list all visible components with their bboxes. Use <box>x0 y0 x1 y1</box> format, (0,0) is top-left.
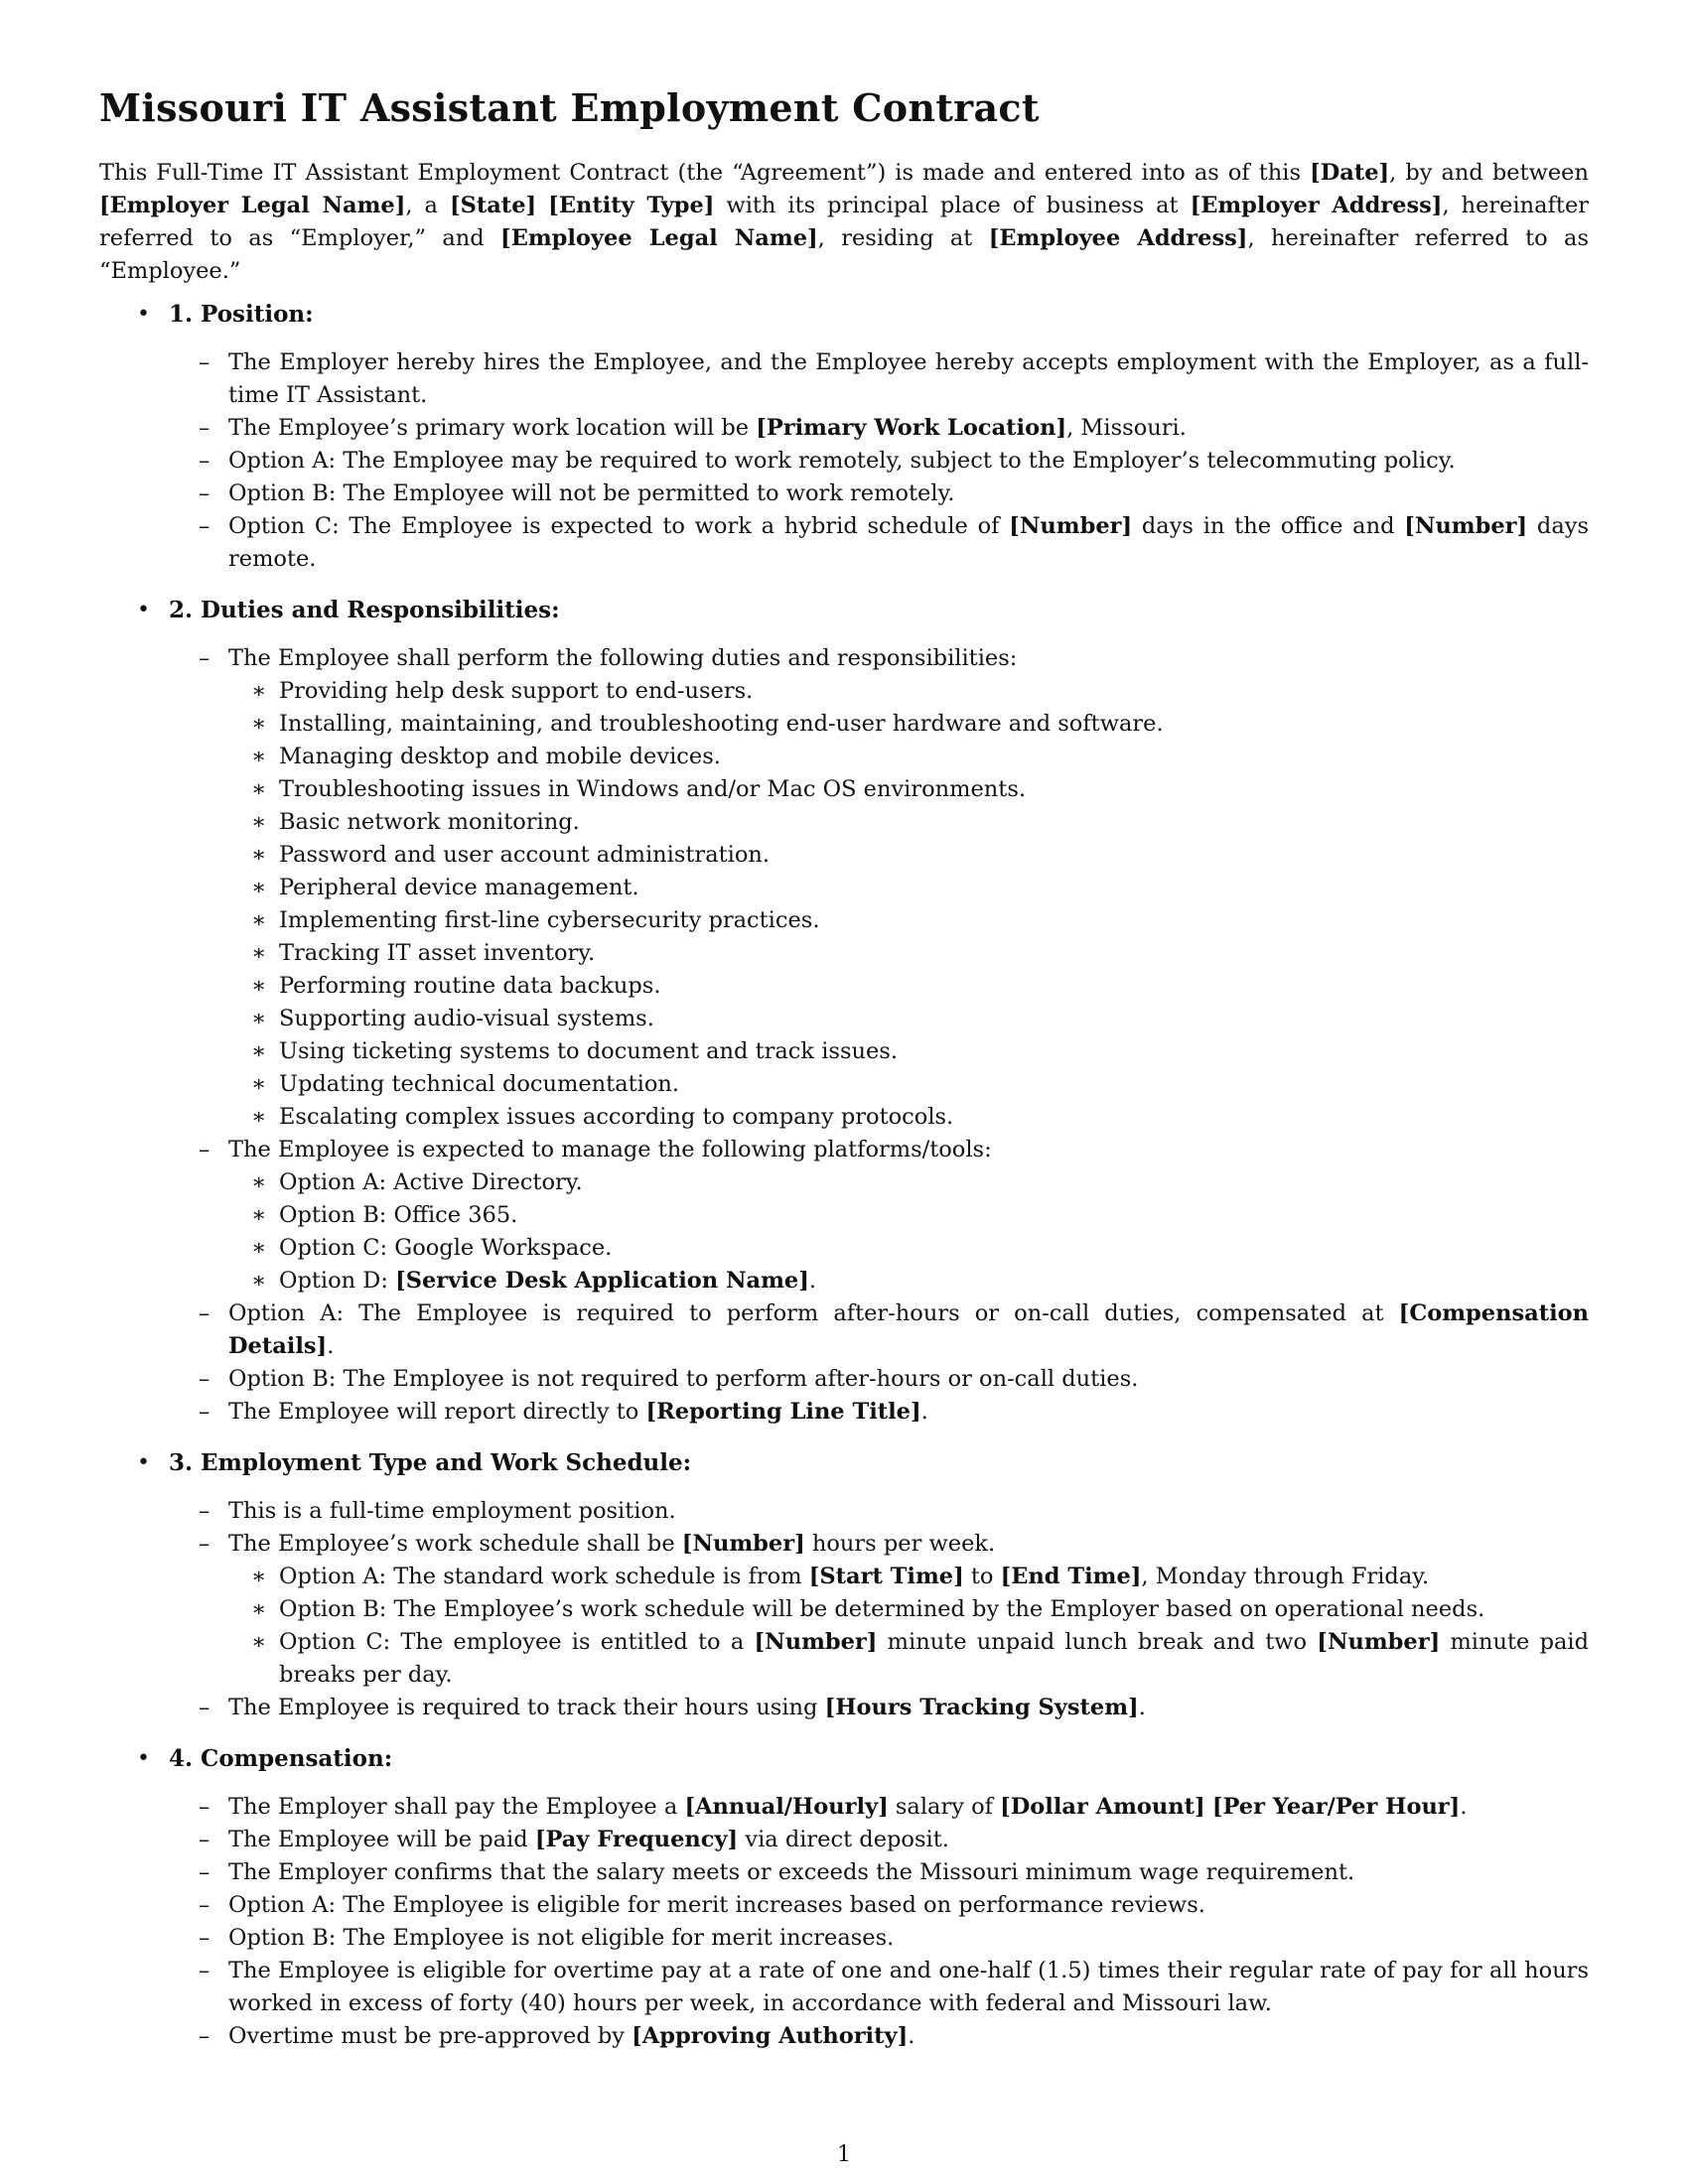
placeholder-field: [Approving Authority] <box>632 2022 909 2049</box>
placeholder-field: [Service Desk Application Name] <box>395 1267 809 1294</box>
text-segment: The Employee will be paid <box>228 1826 535 1852</box>
text-segment: Option B: The Employee’s work schedule will be determined by the Employer based on operational needs. <box>279 1595 1485 1622</box>
sub-clause-text <box>279 744 721 769</box>
sub-clause-text <box>279 1629 1589 1688</box>
bullet-icon: • <box>137 1449 150 1475</box>
text-segment: via direct deposit. <box>738 1826 949 1852</box>
placeholder-field: [Employee Address] <box>988 224 1248 251</box>
asterisk-bullet-icon: ∗ <box>251 972 267 999</box>
clause-text <box>228 415 1187 441</box>
text-segment <box>1205 1794 1212 1820</box>
clause-text <box>228 1859 1354 1885</box>
sub-clause-text <box>279 809 580 835</box>
sub-clause-text <box>279 776 1026 802</box>
text-segment: , by and between <box>1389 159 1589 186</box>
section-4 <box>99 1742 1589 2053</box>
text-segment: Overtime must be pre-approved by <box>228 2022 633 2049</box>
section-list <box>99 298 1589 2053</box>
asterisk-bullet-icon: ∗ <box>251 906 267 933</box>
sub-clause-item <box>228 904 1589 937</box>
asterisk-bullet-icon: ∗ <box>251 775 267 802</box>
dash-bullet-icon: – <box>199 1694 211 1720</box>
clause-item <box>169 1955 1589 2020</box>
placeholder-field: [Employer Legal Name] <box>99 192 406 218</box>
text-segment: Troubleshooting issues in Windows and/or Mac OS environments. <box>279 775 1027 802</box>
asterisk-bullet-icon: ∗ <box>251 1595 267 1622</box>
text-segment: . <box>327 1332 335 1359</box>
clause-text <box>228 2023 914 2049</box>
text-segment: . <box>808 1267 817 1294</box>
dash-bullet-icon: – <box>199 447 211 474</box>
intro-paragraph <box>99 157 1589 288</box>
bullet-icon: • <box>137 1745 150 1771</box>
placeholder-field: [Annual/Hourly] <box>684 1793 889 1820</box>
text-segment: , Missouri. <box>1066 414 1187 441</box>
text-segment: The Employer shall pay the Employee a <box>228 1793 685 1820</box>
text-segment: The Employee will report directly to <box>228 1398 646 1425</box>
text-segment: to <box>963 1563 1001 1589</box>
text-segment: hours per week. <box>804 1530 996 1557</box>
clause-text <box>228 1794 1467 1820</box>
placeholder-field: [Start Time] <box>808 1563 964 1589</box>
text-segment: Password and user account administration. <box>279 841 771 868</box>
sub-clause-text <box>279 973 660 999</box>
dash-bullet-icon: – <box>199 1924 211 1951</box>
asterisk-bullet-icon: ∗ <box>251 841 267 868</box>
sub-clause-item <box>228 741 1589 773</box>
dash-bullet-icon: – <box>199 2022 211 2049</box>
text-segment: The Employer confirms that the salary meets or exceeds the Missouri minimum wage requirement. <box>228 1858 1355 1885</box>
asterisk-bullet-icon: ∗ <box>251 1168 267 1195</box>
sub-clause-item <box>228 1232 1589 1265</box>
sub-clause-item <box>228 1101 1589 1134</box>
clause-text <box>228 448 1456 474</box>
sub-clause-item <box>228 708 1589 741</box>
clause-item <box>169 1791 1589 1824</box>
sub-clause-text <box>279 1268 816 1294</box>
asterisk-bullet-icon: ∗ <box>251 1234 267 1261</box>
sub-clause-item <box>228 1561 1589 1593</box>
clause-item <box>169 445 1589 478</box>
sub-clause-text <box>279 1564 1429 1589</box>
text-segment: , hereinafter referred to as “Employee.” <box>99 224 1590 284</box>
placeholder-field: [Per Year/Per Hour] <box>1211 1793 1461 1820</box>
asterisk-bullet-icon: ∗ <box>251 1267 267 1294</box>
clause-text <box>228 480 954 506</box>
text-segment: days remote. <box>228 512 1589 572</box>
sub-clause-text <box>279 1071 679 1097</box>
text-segment: Option A: The Employee is required to perform after-hours or on-call duties, compensated at <box>228 1299 1399 1326</box>
text-segment: Option C: Google Workspace. <box>279 1234 613 1261</box>
sub-clause-text <box>279 1104 953 1130</box>
clause-text <box>228 1925 894 1951</box>
clause-item <box>169 1889 1589 1922</box>
text-segment: Basic network monitoring. <box>279 808 580 835</box>
sub-clause-text <box>279 1202 517 1228</box>
dash-bullet-icon: – <box>199 1497 211 1524</box>
clause-item <box>169 1134 1589 1297</box>
placeholder-field: [Number] <box>681 1530 805 1557</box>
clause-item <box>169 412 1589 445</box>
dash-bullet-icon: – <box>199 348 211 375</box>
text-segment: The Employee’s work schedule shall be <box>228 1530 682 1557</box>
document-title: Missouri IT Assistant Employment Contract <box>99 85 1040 130</box>
placeholder-field: [Number] <box>1317 1628 1441 1655</box>
sub-clause-text <box>279 875 639 900</box>
clause-list <box>169 642 1589 1429</box>
dash-bullet-icon: – <box>199 414 211 441</box>
text-segment: . <box>920 1398 928 1425</box>
text-segment: Installing, maintaining, and troubleshooting end-user hardware and software. <box>279 710 1164 737</box>
clause-text <box>228 645 1017 671</box>
text-segment: . <box>1138 1694 1146 1720</box>
clause-list <box>169 1495 1589 1724</box>
placeholder-field: [Employer Address] <box>1190 192 1443 218</box>
text-segment: . <box>1460 1793 1468 1820</box>
text-segment: The Employee’s primary work location will be <box>228 414 757 441</box>
text-segment: Performing routine data backups. <box>279 972 661 999</box>
dash-bullet-icon: – <box>199 512 211 539</box>
asterisk-bullet-icon: ∗ <box>251 1103 267 1130</box>
section-title: 2. Duties and Responsibilities: <box>169 596 560 623</box>
sub-clause-item <box>228 1003 1589 1035</box>
sub-clause-item <box>228 970 1589 1003</box>
bullet-icon: • <box>137 301 150 327</box>
text-segment: Using ticketing systems to document and track issues. <box>279 1037 898 1064</box>
asterisk-bullet-icon: ∗ <box>251 1628 267 1655</box>
dash-bullet-icon: – <box>199 1957 211 1983</box>
dash-bullet-icon: – <box>199 1398 211 1425</box>
placeholder-field: [Compensation Details] <box>228 1299 1589 1359</box>
clause-item <box>169 478 1589 510</box>
sub-clause-list <box>228 675 1589 1134</box>
text-segment: Providing help desk support to end-users. <box>279 677 754 704</box>
clause-item <box>169 1692 1589 1724</box>
dash-bullet-icon: – <box>199 1136 211 1162</box>
text-segment: days in the office and <box>1132 512 1405 539</box>
asterisk-bullet-icon: ∗ <box>251 1070 267 1097</box>
sub-clause-text <box>279 1038 898 1064</box>
section-title: 3. Employment Type and Work Schedule: <box>169 1448 692 1476</box>
bullet-icon: • <box>137 597 150 622</box>
text-segment: with its principal place of business at <box>714 192 1191 218</box>
clause-item <box>169 1495 1589 1528</box>
placeholder-field: [Reporting Line Title] <box>645 1398 921 1425</box>
text-segment: This is a full-time employment position. <box>228 1497 676 1524</box>
clause-text <box>228 1695 1146 1720</box>
sub-clause-item <box>228 872 1589 904</box>
sub-clause-item <box>228 1166 1589 1199</box>
asterisk-bullet-icon: ∗ <box>251 1005 267 1031</box>
sub-clause-item <box>228 1265 1589 1297</box>
clause-item <box>169 346 1589 412</box>
sub-clause-item <box>228 1068 1589 1101</box>
asterisk-bullet-icon: ∗ <box>251 710 267 737</box>
sub-clause-item <box>228 1199 1589 1232</box>
text-segment: The Employee shall perform the following duties and responsibilities: <box>228 644 1018 671</box>
text-segment: This Full-Time IT Assistant Employment Contract (the “Agreement”) is made and entered into as of this <box>99 159 1311 186</box>
text-segment <box>536 193 548 218</box>
clause-item <box>169 2020 1589 2053</box>
text-segment: Managing desktop and mobile devices. <box>279 743 721 769</box>
text-segment: Updating technical documentation. <box>279 1070 680 1097</box>
sub-clause-item <box>228 1626 1589 1692</box>
dash-bullet-icon: – <box>199 1826 211 1852</box>
text-segment: Option A: The Employee may be required to work remotely, subject to the Employer’s telecommuting policy. <box>228 447 1456 474</box>
text-segment: Option A: Active Directory. <box>279 1168 583 1195</box>
dash-bullet-icon: – <box>199 1365 211 1392</box>
placeholder-field: [Pay Frequency] <box>534 1826 739 1852</box>
text-segment: , a <box>405 192 450 218</box>
sub-clause-item <box>228 773 1589 806</box>
clause-item <box>169 1528 1589 1692</box>
placeholder-field: [Entity Type] <box>548 192 715 218</box>
clause-text <box>228 1827 949 1852</box>
placeholder-field: [Employee Legal Name] <box>500 224 818 251</box>
placeholder-field: [Date] <box>1310 159 1390 186</box>
asterisk-bullet-icon: ∗ <box>251 743 267 769</box>
placeholder-field: [Primary Work Location] <box>756 414 1067 441</box>
sub-clause-text <box>279 907 820 933</box>
text-segment: The Employee is eligible for overtime pay at a rate of one and one-half (1.5) times their regular rate of pay for all hours worked in excess of forty (40) hours per week, in accordance with federal and Missouri law. <box>228 1957 1589 2016</box>
clause-text <box>228 1531 995 1557</box>
clause-list <box>169 1791 1589 2053</box>
sub-clause-text <box>279 1235 612 1261</box>
placeholder-field: [Number] <box>1404 512 1528 539</box>
dash-bullet-icon: – <box>199 1299 211 1326</box>
clause-item <box>169 642 1589 1134</box>
section-2 <box>99 594 1589 1429</box>
dash-bullet-icon: – <box>199 1891 211 1918</box>
text-segment: Peripheral device management. <box>279 874 639 900</box>
text-segment: Option C: The employee is entitled to a <box>279 1628 755 1655</box>
sub-clause-item <box>228 1035 1589 1068</box>
text-segment: Option A: The standard work schedule is from <box>279 1563 809 1589</box>
sub-clause-text <box>279 678 753 704</box>
clause-text <box>228 1366 1138 1392</box>
sub-clause-list <box>228 1166 1589 1297</box>
text-segment: , Monday through Friday. <box>1141 1563 1430 1589</box>
sub-clause-item <box>228 839 1589 872</box>
sub-clause-item <box>228 675 1589 708</box>
clause-item <box>169 1856 1589 1889</box>
sub-clause-list <box>228 1561 1589 1692</box>
text-segment: Option C: The Employee is expected to work a hybrid schedule of <box>228 512 1010 539</box>
sub-clause-text <box>279 940 595 966</box>
clause-item <box>169 1824 1589 1856</box>
placeholder-field: [Dollar Amount] <box>1000 1793 1205 1820</box>
dash-bullet-icon: – <box>199 479 211 506</box>
document-page <box>99 85 1589 2053</box>
text-segment: Option B: The Employee will not be permitted to work remotely. <box>228 479 955 506</box>
text-segment: Option D: <box>279 1267 396 1294</box>
clause-text <box>228 349 1589 408</box>
clause-text <box>228 1498 676 1524</box>
text-segment: Option B: Office 365. <box>279 1201 518 1228</box>
text-segment: Escalating complex issues according to company protocols. <box>279 1103 954 1130</box>
clause-item <box>169 1297 1589 1363</box>
dash-bullet-icon: – <box>199 1858 211 1885</box>
sub-clause-text <box>279 1006 654 1031</box>
sub-clause-text <box>279 1596 1484 1622</box>
section-3 <box>99 1446 1589 1724</box>
placeholder-field: [Hours Tracking System] <box>824 1694 1139 1720</box>
sub-clause-item <box>228 1593 1589 1626</box>
dash-bullet-icon: – <box>199 1793 211 1820</box>
text-segment: Option A: The Employee is eligible for merit increases based on performance reviews. <box>228 1891 1205 1918</box>
sub-clause-item <box>228 937 1589 970</box>
text-segment: Supporting audio-visual systems. <box>279 1005 654 1031</box>
asterisk-bullet-icon: ∗ <box>251 677 267 704</box>
text-segment: minute paid breaks per day. <box>279 1628 1589 1688</box>
clause-text <box>228 1958 1589 2016</box>
text-segment: Tracking IT asset inventory. <box>279 939 596 966</box>
placeholder-field: [Number] <box>754 1628 878 1655</box>
asterisk-bullet-icon: ∗ <box>251 808 267 835</box>
text-segment: The Employee is required to track their hours using <box>228 1694 825 1720</box>
sub-clause-text <box>279 1169 583 1195</box>
text-segment: , residing at <box>817 224 989 251</box>
dash-bullet-icon: – <box>199 644 211 671</box>
sub-clause-text <box>279 842 770 868</box>
text-segment: The Employer hereby hires the Employee, and the Employee hereby accepts employment with the Employer, as a full-time IT Assistant. <box>228 348 1589 408</box>
clause-text <box>228 513 1589 572</box>
text-segment: Option B: The Employee is not eligible for merit increases. <box>228 1924 895 1951</box>
text-segment: Option B: The Employee is not required to perform after-hours or on-call duties. <box>228 1365 1139 1392</box>
section-title: 4. Compensation: <box>169 1744 393 1772</box>
text-segment: . <box>908 2022 915 2049</box>
text-segment: , hereinafter referred to as “Employer,” and <box>99 192 1590 251</box>
clause-item <box>169 1363 1589 1396</box>
sub-clause-text <box>279 711 1164 737</box>
clause-item <box>169 510 1589 576</box>
clause-item <box>169 1922 1589 1955</box>
placeholder-field: [State] <box>449 192 537 218</box>
asterisk-bullet-icon: ∗ <box>251 874 267 900</box>
section-title: 1. Position: <box>169 300 314 328</box>
placeholder-field: [End Time] <box>1000 1563 1142 1589</box>
sub-clause-item <box>228 806 1589 839</box>
clause-text <box>228 1137 992 1162</box>
clause-list <box>169 346 1589 576</box>
page-number: 1 <box>837 2142 851 2167</box>
text-segment: The Employee is expected to manage the following platforms/tools: <box>228 1136 992 1162</box>
placeholder-field: [Number] <box>1009 512 1133 539</box>
text-segment: salary of <box>888 1793 1001 1820</box>
dash-bullet-icon: – <box>199 1530 211 1557</box>
asterisk-bullet-icon: ∗ <box>251 1563 267 1589</box>
clause-text <box>228 1300 1589 1359</box>
asterisk-bullet-icon: ∗ <box>251 939 267 966</box>
asterisk-bullet-icon: ∗ <box>251 1037 267 1064</box>
clause-text <box>228 1399 928 1425</box>
asterisk-bullet-icon: ∗ <box>251 1201 267 1228</box>
clause-item <box>169 1396 1589 1429</box>
text-segment: Implementing first-line cybersecurity practices. <box>279 906 820 933</box>
section-1 <box>99 298 1589 576</box>
clause-text <box>228 1892 1205 1918</box>
text-segment: minute unpaid lunch break and two <box>877 1628 1318 1655</box>
